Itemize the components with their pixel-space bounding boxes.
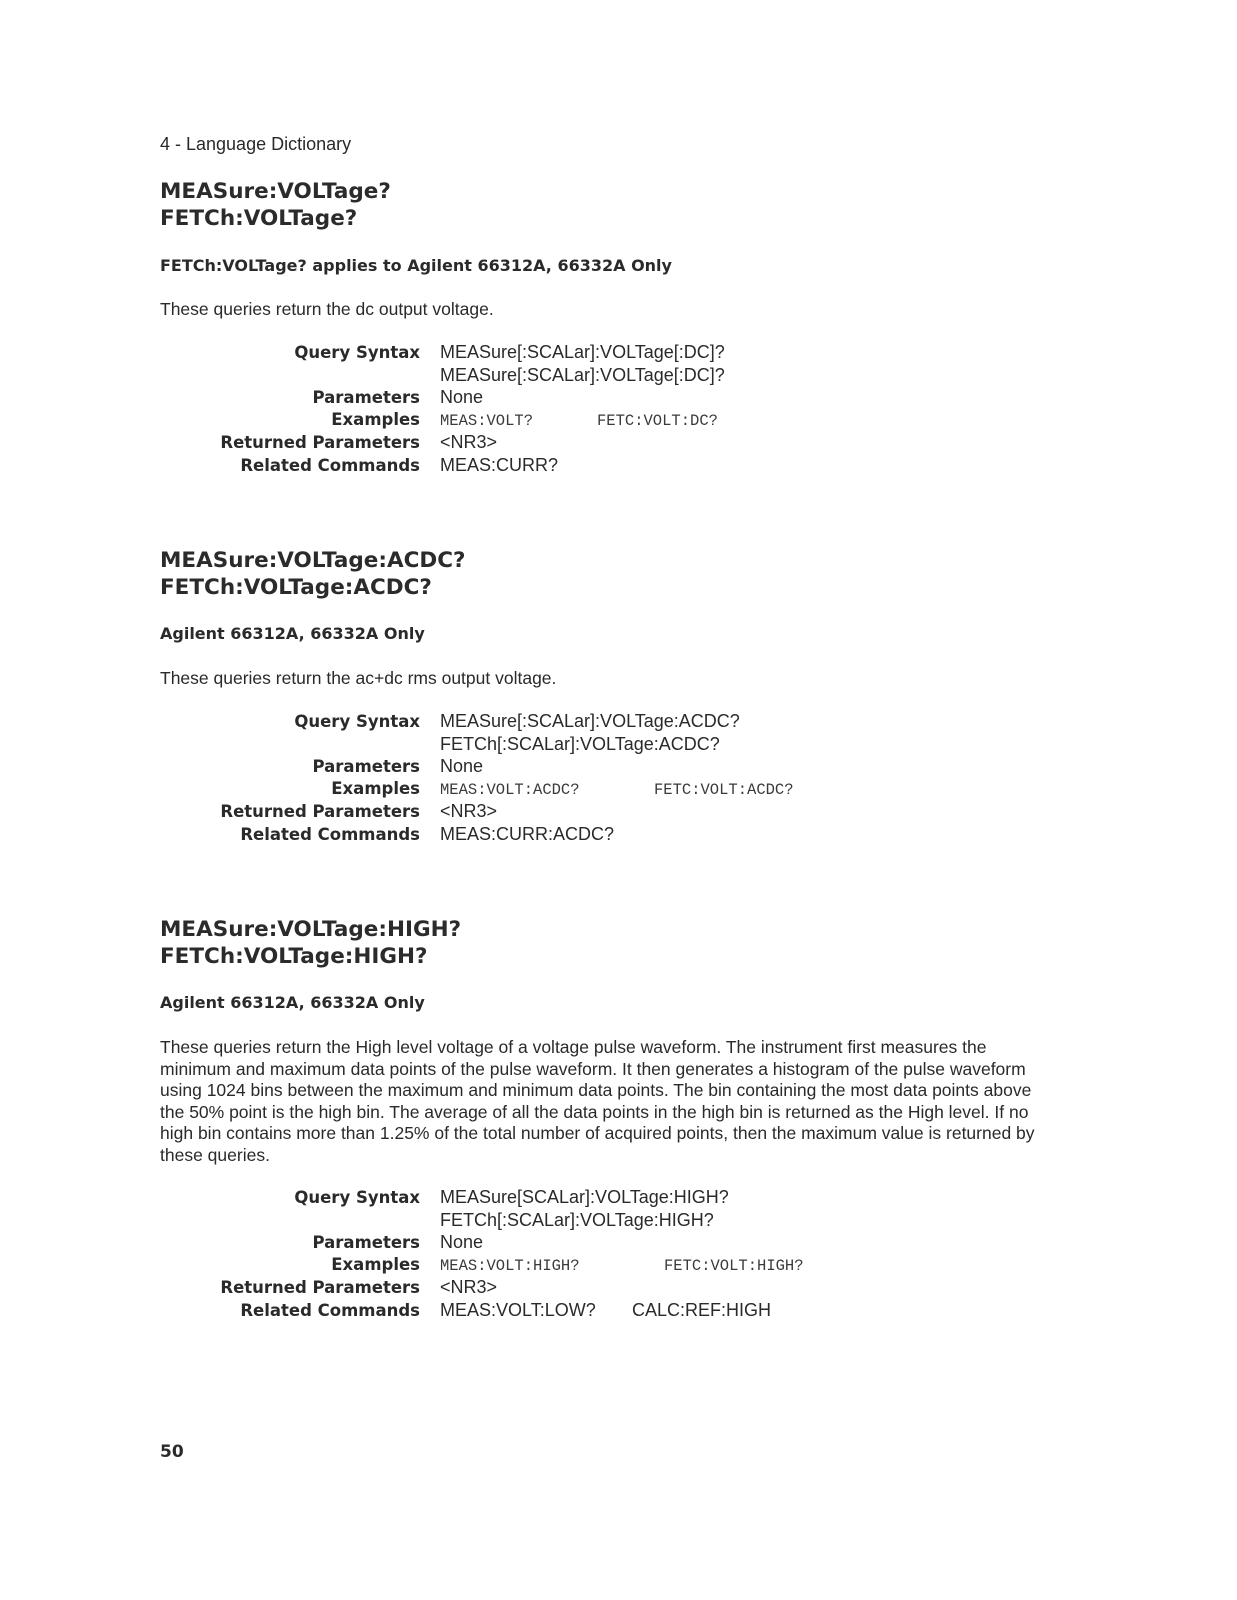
examples-label: Examples [331,778,420,798]
returned-parameters-label: Returned Parameters [220,802,420,821]
returned-parameters-label: Returned Parameters [220,1278,420,1297]
example-1: MEAS:VOLT? [440,411,534,430]
parameters-label: Parameters [312,1233,420,1252]
examples-row [160,1255,1060,1278]
related-command-1: MEAS:CURR:ACDC? [440,823,615,844]
section-title [160,547,1060,601]
query-syntax-row [160,1187,1060,1210]
query-syntax-value-2: MEASure[:SCALar]:VOLTage[:DC]? [440,364,725,385]
parameters-row [160,1232,1060,1255]
page-number: 50 [160,1442,184,1462]
returned-parameters-value: <NR3> [440,432,498,452]
section-measure-voltage-high [160,916,1060,1320]
command-properties [160,342,1060,477]
section-title [160,178,1060,232]
returned-parameters-label: Returned Parameters [220,433,420,452]
parameters-row [160,387,1060,410]
related-command-2: CALC:REF:HIGH [632,1299,772,1320]
parameters-row [160,756,1060,779]
command-properties [160,711,1060,846]
query-syntax-label: Query Syntax [294,712,420,731]
returned-parameters-row [160,1277,1060,1300]
running-head: 4 - Language Dictionary [160,134,352,154]
section-title-line-2: FETCh:VOLTage? [160,206,358,231]
parameters-value: None [440,387,484,407]
query-syntax-value-1: MEASure[:SCALar]:VOLTage:ACDC? [440,711,740,731]
parameters-value: None [440,1232,484,1252]
applies-note: FETCh:VOLTage? applies to Agilent 66312A, 66332A Only [160,256,672,275]
query-syntax-value-2: FETCh[:SCALar]:VOLTage:ACDC? [440,733,720,754]
related-commands-label: Related Commands [240,824,420,844]
section-title [160,916,1060,970]
applies-note: Agilent 66312A, 66332A Only [160,624,425,643]
related-commands-label: Related Commands [240,455,420,475]
query-syntax-label: Query Syntax [294,1188,420,1207]
example-2: FETC:VOLT:ACDC? [654,780,794,799]
related-commands-row [160,455,1060,478]
query-syntax-row-2 [160,734,1060,757]
section-description: These queries return the High level voltage of a voltage pulse waveform. The instrument first measures the minimum and maximum data points of the pulse waveform. It then generates a histogram of the pulse waveform using 1024 bins between the maximum and minimum data points. The bin containing the most data points above the 50% point is the high bin. The average of all the data points in the high bin is returned as the High level. If no high bin contains more than 1.25% of the total number of acquired points, then the maximum value is returned by these queries. [160,1037,1035,1165]
query-syntax-row-2 [160,365,1060,388]
related-commands-label: Related Commands [240,1300,420,1320]
query-syntax-value-1: MEASure[SCALar]:VOLTage:HIGH? [440,1187,729,1207]
example-1: MEAS:VOLT:HIGH? [440,1256,580,1275]
returned-parameters-value: <NR3> [440,1277,498,1297]
parameters-label: Parameters [312,388,420,407]
section-description: These queries return the ac+dc rms output voltage. [160,668,557,688]
section-measure-voltage-acdc [160,547,1060,844]
parameters-label: Parameters [312,757,420,776]
section-measure-voltage [160,178,1060,475]
query-syntax-row [160,711,1060,734]
query-syntax-row [160,342,1060,365]
section-title-line-1: MEASure:VOLTage:HIGH? [160,917,462,942]
examples-row [160,410,1060,433]
section-title-line-1: MEASure:VOLTage? [160,179,391,204]
returned-parameters-row [160,801,1060,824]
section-title-line-2: FETCh:VOLTage:HIGH? [160,944,428,969]
applies-note: Agilent 66312A, 66332A Only [160,993,425,1012]
examples-row [160,779,1060,802]
query-syntax-label: Query Syntax [294,343,420,362]
examples-label: Examples [331,409,420,429]
command-properties [160,1187,1060,1322]
returned-parameters-row [160,432,1060,455]
example-2: FETC:VOLT:HIGH? [664,1256,804,1275]
parameters-value: None [440,756,484,776]
section-description: These queries return the dc output voltage. [160,299,494,319]
related-commands-row [160,1300,1060,1323]
section-title-line-2: FETCh:VOLTage:ACDC? [160,575,432,600]
related-command-1: MEAS:VOLT:LOW? [440,1299,596,1320]
section-title-line-1: MEASure:VOLTage:ACDC? [160,548,466,573]
example-2: FETC:VOLT:DC? [597,411,718,430]
query-syntax-row-2 [160,1210,1060,1233]
returned-parameters-value: <NR3> [440,801,498,821]
example-1: MEAS:VOLT:ACDC? [440,780,580,799]
query-syntax-value-2: FETCh[:SCALar]:VOLTage:HIGH? [440,1209,714,1230]
related-commands-row [160,824,1060,847]
related-command-1: MEAS:CURR? [440,454,559,475]
query-syntax-value-1: MEASure[:SCALar]:VOLTage[:DC]? [440,342,725,362]
examples-label: Examples [331,1254,420,1274]
